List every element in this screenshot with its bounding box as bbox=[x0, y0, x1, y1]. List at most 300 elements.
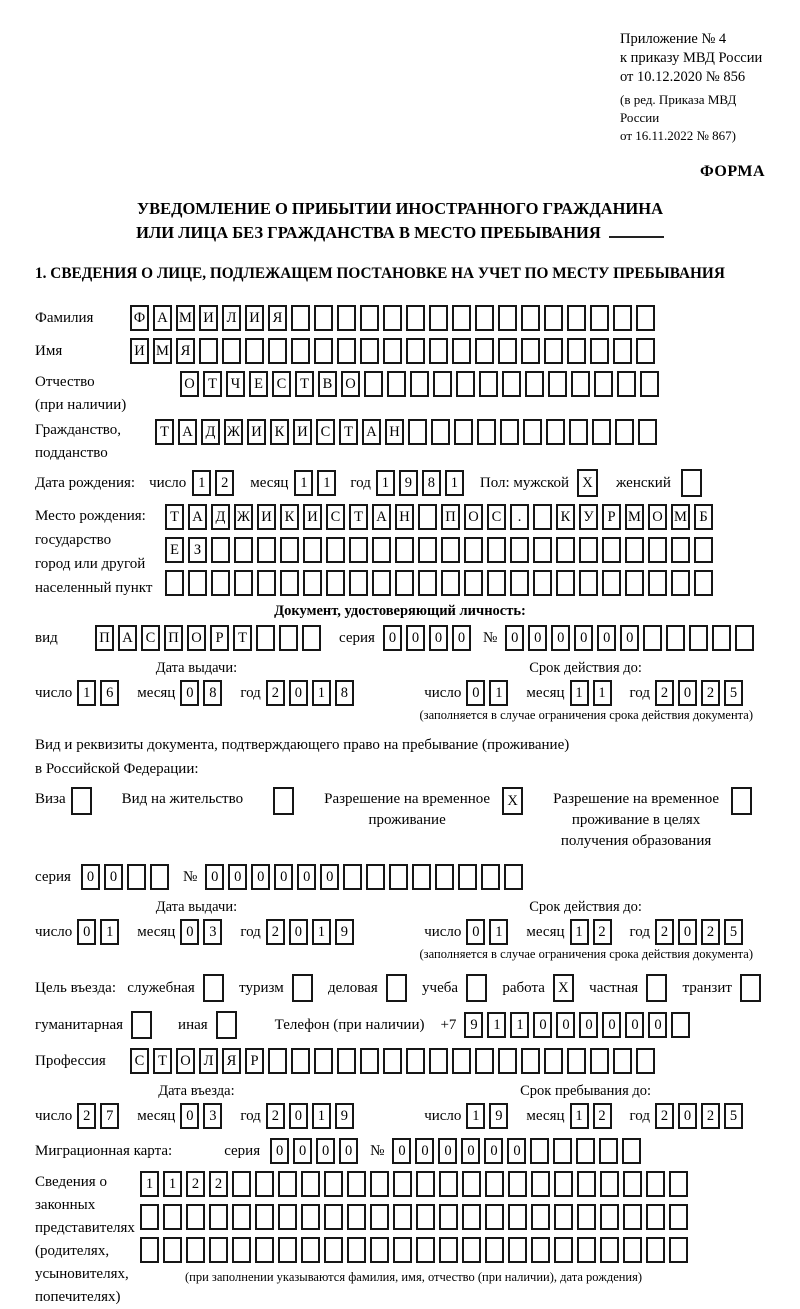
char-box[interactable] bbox=[454, 419, 473, 445]
char-box[interactable]: Т bbox=[153, 1048, 172, 1074]
char-box[interactable] bbox=[364, 371, 383, 397]
char-box[interactable]: Т bbox=[349, 504, 368, 530]
char-box[interactable] bbox=[487, 570, 506, 596]
char-box[interactable] bbox=[546, 419, 565, 445]
char-box[interactable]: 0 bbox=[274, 864, 293, 890]
char-box[interactable]: 0 bbox=[579, 1012, 598, 1038]
char-box[interactable] bbox=[406, 305, 425, 331]
char-box[interactable]: Р bbox=[210, 625, 229, 651]
char-box[interactable] bbox=[280, 570, 299, 596]
char-box[interactable] bbox=[383, 1048, 402, 1074]
char-box[interactable]: 0 bbox=[406, 625, 425, 651]
char-box[interactable] bbox=[569, 419, 588, 445]
char-box[interactable]: О bbox=[187, 625, 206, 651]
char-box[interactable]: 2 bbox=[701, 919, 720, 945]
char-box[interactable] bbox=[140, 1237, 159, 1263]
char-box[interactable]: 1 bbox=[487, 1012, 506, 1038]
char-box[interactable] bbox=[256, 625, 275, 651]
char-box[interactable] bbox=[643, 625, 662, 651]
char-box[interactable] bbox=[648, 570, 667, 596]
char-box[interactable] bbox=[386, 974, 407, 1002]
char-box[interactable] bbox=[245, 338, 264, 364]
char-box[interactable] bbox=[548, 371, 567, 397]
char-box[interactable] bbox=[485, 1171, 504, 1197]
char-box[interactable]: 8 bbox=[422, 470, 441, 496]
char-box[interactable] bbox=[464, 570, 483, 596]
char-box[interactable]: О bbox=[464, 504, 483, 530]
char-box[interactable] bbox=[508, 1171, 527, 1197]
char-box[interactable]: Ж bbox=[234, 504, 253, 530]
char-box[interactable]: Е bbox=[249, 371, 268, 397]
char-box[interactable] bbox=[279, 625, 298, 651]
char-box[interactable] bbox=[416, 1204, 435, 1230]
char-box[interactable] bbox=[370, 1237, 389, 1263]
char-box[interactable] bbox=[636, 1048, 655, 1074]
char-box[interactable] bbox=[216, 1011, 237, 1039]
char-box[interactable] bbox=[531, 1237, 550, 1263]
char-box[interactable] bbox=[567, 338, 586, 364]
char-box[interactable] bbox=[337, 338, 356, 364]
char-box[interactable] bbox=[292, 974, 313, 1002]
char-box[interactable]: 1 bbox=[376, 470, 395, 496]
char-box[interactable] bbox=[613, 1048, 632, 1074]
char-box[interactable] bbox=[671, 570, 690, 596]
char-box[interactable]: И bbox=[303, 504, 322, 530]
char-box[interactable] bbox=[458, 864, 477, 890]
char-box[interactable]: М bbox=[625, 504, 644, 530]
char-box[interactable] bbox=[232, 1237, 251, 1263]
char-box[interactable]: Т bbox=[233, 625, 252, 651]
char-box[interactable] bbox=[429, 305, 448, 331]
char-box[interactable]: Р bbox=[602, 504, 621, 530]
char-box[interactable]: 0 bbox=[316, 1138, 335, 1164]
char-box[interactable] bbox=[280, 537, 299, 563]
char-box[interactable] bbox=[301, 1171, 320, 1197]
char-box[interactable]: 1 bbox=[192, 470, 211, 496]
char-box[interactable] bbox=[383, 338, 402, 364]
char-box[interactable] bbox=[416, 1237, 435, 1263]
char-box[interactable]: 8 bbox=[335, 680, 354, 706]
char-box[interactable] bbox=[485, 1237, 504, 1263]
char-box[interactable]: 2 bbox=[266, 680, 285, 706]
char-box[interactable]: 1 bbox=[312, 1103, 331, 1129]
purpose-business-checkbox[interactable] bbox=[386, 974, 411, 1002]
char-box[interactable]: 1 bbox=[570, 680, 589, 706]
char-box[interactable]: Ж bbox=[224, 419, 243, 445]
char-box[interactable] bbox=[71, 787, 92, 815]
char-box[interactable]: 0 bbox=[81, 864, 100, 890]
char-box[interactable] bbox=[127, 864, 146, 890]
char-box[interactable]: 0 bbox=[461, 1138, 480, 1164]
char-box[interactable] bbox=[337, 305, 356, 331]
char-box[interactable] bbox=[594, 371, 613, 397]
char-box[interactable] bbox=[347, 1237, 366, 1263]
char-box[interactable] bbox=[291, 305, 310, 331]
char-box[interactable] bbox=[669, 1237, 688, 1263]
char-box[interactable]: Я bbox=[176, 338, 195, 364]
temp-residence-education-checkbox[interactable] bbox=[731, 787, 756, 815]
char-box[interactable]: С bbox=[487, 504, 506, 530]
char-box[interactable] bbox=[615, 419, 634, 445]
char-box[interactable]: 0 bbox=[533, 1012, 552, 1038]
char-box[interactable] bbox=[571, 371, 590, 397]
char-box[interactable]: 0 bbox=[678, 1103, 697, 1129]
char-box[interactable] bbox=[666, 625, 685, 651]
char-box[interactable]: И bbox=[293, 419, 312, 445]
char-box[interactable]: 2 bbox=[209, 1171, 228, 1197]
char-box[interactable] bbox=[456, 371, 475, 397]
char-box[interactable]: 1 bbox=[163, 1171, 182, 1197]
char-box[interactable] bbox=[669, 1204, 688, 1230]
char-box[interactable]: Т bbox=[295, 371, 314, 397]
char-box[interactable] bbox=[577, 1237, 596, 1263]
char-box[interactable]: П bbox=[95, 625, 114, 651]
char-box[interactable]: 0 bbox=[392, 1138, 411, 1164]
char-box[interactable] bbox=[343, 864, 362, 890]
char-box[interactable] bbox=[452, 305, 471, 331]
char-box[interactable]: 1 bbox=[570, 919, 589, 945]
char-box[interactable]: 2 bbox=[701, 1103, 720, 1129]
char-box[interactable] bbox=[556, 570, 575, 596]
char-box[interactable]: 1 bbox=[77, 680, 96, 706]
char-box[interactable] bbox=[257, 570, 276, 596]
sex-female-checkbox[interactable] bbox=[681, 469, 706, 497]
char-box[interactable]: И bbox=[247, 419, 266, 445]
char-box[interactable] bbox=[600, 1237, 619, 1263]
char-box[interactable]: 0 bbox=[297, 864, 316, 890]
char-box[interactable] bbox=[646, 974, 667, 1002]
char-box[interactable]: 1 bbox=[570, 1103, 589, 1129]
char-box[interactable] bbox=[429, 1048, 448, 1074]
char-box[interactable]: Я bbox=[268, 305, 287, 331]
char-box[interactable] bbox=[462, 1171, 481, 1197]
char-box[interactable] bbox=[441, 570, 460, 596]
char-box[interactable] bbox=[462, 1204, 481, 1230]
char-box[interactable]: Я bbox=[222, 1048, 241, 1074]
char-box[interactable]: 0 bbox=[484, 1138, 503, 1164]
char-box[interactable] bbox=[232, 1171, 251, 1197]
char-box[interactable] bbox=[504, 864, 523, 890]
char-box[interactable] bbox=[416, 1171, 435, 1197]
char-box[interactable] bbox=[278, 1237, 297, 1263]
char-box[interactable]: 0 bbox=[678, 919, 697, 945]
char-box[interactable] bbox=[510, 570, 529, 596]
char-box[interactable] bbox=[646, 1171, 665, 1197]
char-box[interactable]: 0 bbox=[180, 680, 199, 706]
char-box[interactable] bbox=[523, 419, 542, 445]
char-box[interactable]: X bbox=[553, 974, 574, 1002]
char-box[interactable] bbox=[439, 1237, 458, 1263]
char-box[interactable] bbox=[531, 1204, 550, 1230]
char-box[interactable]: С bbox=[141, 625, 160, 651]
char-box[interactable] bbox=[531, 1171, 550, 1197]
char-box[interactable]: 1 bbox=[489, 919, 508, 945]
char-box[interactable]: 0 bbox=[507, 1138, 526, 1164]
char-box[interactable] bbox=[186, 1237, 205, 1263]
char-box[interactable]: 0 bbox=[648, 1012, 667, 1038]
char-box[interactable]: И bbox=[245, 305, 264, 331]
char-box[interactable]: 0 bbox=[551, 625, 570, 651]
char-box[interactable] bbox=[498, 305, 517, 331]
purpose-official-checkbox[interactable] bbox=[203, 974, 228, 1002]
char-box[interactable] bbox=[567, 1048, 586, 1074]
char-box[interactable] bbox=[291, 338, 310, 364]
purpose-private-checkbox[interactable] bbox=[646, 974, 671, 1002]
char-box[interactable]: 0 bbox=[104, 864, 123, 890]
char-box[interactable]: 0 bbox=[289, 1103, 308, 1129]
char-box[interactable] bbox=[165, 570, 184, 596]
char-box[interactable] bbox=[577, 1171, 596, 1197]
char-box[interactable] bbox=[712, 625, 731, 651]
char-box[interactable] bbox=[347, 1171, 366, 1197]
char-box[interactable]: И bbox=[199, 305, 218, 331]
char-box[interactable] bbox=[533, 504, 552, 530]
char-box[interactable] bbox=[613, 305, 632, 331]
char-box[interactable] bbox=[577, 1204, 596, 1230]
char-box[interactable] bbox=[150, 864, 169, 890]
char-box[interactable] bbox=[439, 1171, 458, 1197]
char-box[interactable]: 0 bbox=[415, 1138, 434, 1164]
char-box[interactable] bbox=[406, 1048, 425, 1074]
char-box[interactable] bbox=[500, 419, 519, 445]
char-box[interactable]: Т bbox=[165, 504, 184, 530]
char-box[interactable] bbox=[648, 537, 667, 563]
char-box[interactable] bbox=[510, 537, 529, 563]
char-box[interactable]: 2 bbox=[655, 919, 674, 945]
char-box[interactable]: П bbox=[164, 625, 183, 651]
char-box[interactable]: А bbox=[178, 419, 197, 445]
char-box[interactable] bbox=[395, 570, 414, 596]
char-box[interactable] bbox=[481, 864, 500, 890]
char-box[interactable] bbox=[199, 338, 218, 364]
char-box[interactable] bbox=[418, 504, 437, 530]
char-box[interactable]: 0 bbox=[383, 625, 402, 651]
char-box[interactable] bbox=[324, 1204, 343, 1230]
char-box[interactable]: 2 bbox=[266, 1103, 285, 1129]
char-box[interactable] bbox=[600, 1204, 619, 1230]
char-box[interactable]: 0 bbox=[339, 1138, 358, 1164]
char-box[interactable] bbox=[412, 864, 431, 890]
char-box[interactable]: О bbox=[176, 1048, 195, 1074]
char-box[interactable] bbox=[387, 371, 406, 397]
char-box[interactable] bbox=[186, 1204, 205, 1230]
char-box[interactable] bbox=[163, 1237, 182, 1263]
char-box[interactable] bbox=[349, 537, 368, 563]
char-box[interactable]: 9 bbox=[399, 470, 418, 496]
char-box[interactable]: 0 bbox=[678, 680, 697, 706]
char-box[interactable] bbox=[576, 1138, 595, 1164]
char-box[interactable] bbox=[203, 974, 224, 1002]
char-box[interactable]: О bbox=[180, 371, 199, 397]
char-box[interactable] bbox=[278, 1204, 297, 1230]
char-box[interactable] bbox=[521, 338, 540, 364]
char-box[interactable]: 2 bbox=[77, 1103, 96, 1129]
char-box[interactable] bbox=[508, 1237, 527, 1263]
char-box[interactable]: 1 bbox=[445, 470, 464, 496]
char-box[interactable]: 2 bbox=[655, 1103, 674, 1129]
char-box[interactable] bbox=[268, 1048, 287, 1074]
char-box[interactable] bbox=[389, 864, 408, 890]
char-box[interactable] bbox=[487, 537, 506, 563]
char-box[interactable]: М bbox=[671, 504, 690, 530]
char-box[interactable]: . bbox=[510, 504, 529, 530]
char-box[interactable] bbox=[625, 570, 644, 596]
char-box[interactable] bbox=[485, 1204, 504, 1230]
char-box[interactable]: А bbox=[372, 504, 391, 530]
char-box[interactable]: 3 bbox=[203, 1103, 222, 1129]
char-box[interactable] bbox=[602, 570, 621, 596]
char-box[interactable] bbox=[268, 338, 287, 364]
char-box[interactable]: К bbox=[280, 504, 299, 530]
char-box[interactable] bbox=[671, 1012, 690, 1038]
char-box[interactable]: Р bbox=[245, 1048, 264, 1074]
char-box[interactable] bbox=[475, 1048, 494, 1074]
char-box[interactable] bbox=[314, 1048, 333, 1074]
char-box[interactable] bbox=[669, 1171, 688, 1197]
char-box[interactable]: 3 bbox=[203, 919, 222, 945]
char-box[interactable]: 0 bbox=[429, 625, 448, 651]
char-box[interactable] bbox=[466, 974, 487, 1002]
char-box[interactable]: 0 bbox=[556, 1012, 575, 1038]
char-box[interactable] bbox=[521, 305, 540, 331]
char-box[interactable]: А bbox=[188, 504, 207, 530]
char-box[interactable] bbox=[234, 570, 253, 596]
char-box[interactable] bbox=[314, 338, 333, 364]
char-box[interactable]: Т bbox=[155, 419, 174, 445]
char-box[interactable] bbox=[255, 1237, 274, 1263]
char-box[interactable]: 0 bbox=[251, 864, 270, 890]
char-box[interactable]: Ф bbox=[130, 305, 149, 331]
char-box[interactable] bbox=[638, 419, 657, 445]
char-box[interactable] bbox=[544, 1048, 563, 1074]
char-box[interactable] bbox=[234, 537, 253, 563]
char-box[interactable] bbox=[556, 537, 575, 563]
char-box[interactable]: Н bbox=[385, 419, 404, 445]
char-box[interactable]: М bbox=[153, 338, 172, 364]
char-box[interactable] bbox=[464, 537, 483, 563]
char-box[interactable] bbox=[324, 1237, 343, 1263]
char-box[interactable]: Т bbox=[203, 371, 222, 397]
char-box[interactable]: А bbox=[362, 419, 381, 445]
char-box[interactable] bbox=[671, 537, 690, 563]
char-box[interactable]: 0 bbox=[293, 1138, 312, 1164]
char-box[interactable]: М bbox=[176, 305, 195, 331]
char-box[interactable] bbox=[590, 338, 609, 364]
char-box[interactable] bbox=[622, 1138, 641, 1164]
char-box[interactable]: 2 bbox=[593, 919, 612, 945]
char-box[interactable]: 5 bbox=[724, 919, 743, 945]
char-box[interactable] bbox=[479, 371, 498, 397]
char-box[interactable] bbox=[502, 371, 521, 397]
char-box[interactable] bbox=[433, 371, 452, 397]
char-box[interactable]: Н bbox=[395, 504, 414, 530]
char-box[interactable] bbox=[590, 305, 609, 331]
char-box[interactable] bbox=[393, 1171, 412, 1197]
char-box[interactable] bbox=[623, 1237, 642, 1263]
char-box[interactable] bbox=[579, 570, 598, 596]
char-box[interactable]: У bbox=[579, 504, 598, 530]
char-box[interactable] bbox=[222, 338, 241, 364]
char-box[interactable]: С bbox=[130, 1048, 149, 1074]
char-box[interactable]: 5 bbox=[724, 680, 743, 706]
char-box[interactable]: К bbox=[270, 419, 289, 445]
char-box[interactable] bbox=[694, 570, 713, 596]
char-box[interactable] bbox=[681, 469, 702, 497]
char-box[interactable]: Д bbox=[201, 419, 220, 445]
char-box[interactable] bbox=[567, 305, 586, 331]
char-box[interactable]: 0 bbox=[438, 1138, 457, 1164]
char-box[interactable] bbox=[530, 1138, 549, 1164]
char-box[interactable] bbox=[508, 1204, 527, 1230]
char-box[interactable]: X bbox=[577, 469, 598, 497]
char-box[interactable]: X bbox=[502, 787, 523, 815]
char-box[interactable]: 0 bbox=[466, 919, 485, 945]
char-box[interactable]: 9 bbox=[464, 1012, 483, 1038]
char-box[interactable]: 1 bbox=[312, 680, 331, 706]
char-box[interactable]: 1 bbox=[100, 919, 119, 945]
char-box[interactable]: 0 bbox=[289, 680, 308, 706]
char-box[interactable]: 9 bbox=[335, 1103, 354, 1129]
char-box[interactable] bbox=[291, 1048, 310, 1074]
char-box[interactable] bbox=[554, 1204, 573, 1230]
char-box[interactable] bbox=[303, 537, 322, 563]
char-box[interactable] bbox=[257, 537, 276, 563]
char-box[interactable] bbox=[360, 1048, 379, 1074]
char-box[interactable]: 2 bbox=[701, 680, 720, 706]
char-box[interactable]: 0 bbox=[625, 1012, 644, 1038]
char-box[interactable] bbox=[211, 570, 230, 596]
char-box[interactable] bbox=[617, 371, 636, 397]
char-box[interactable] bbox=[303, 570, 322, 596]
char-box[interactable] bbox=[232, 1204, 251, 1230]
char-box[interactable] bbox=[554, 1237, 573, 1263]
char-box[interactable] bbox=[694, 537, 713, 563]
char-box[interactable] bbox=[370, 1204, 389, 1230]
char-box[interactable] bbox=[255, 1204, 274, 1230]
char-box[interactable] bbox=[209, 1204, 228, 1230]
char-box[interactable] bbox=[452, 338, 471, 364]
char-box[interactable] bbox=[418, 537, 437, 563]
char-box[interactable] bbox=[372, 570, 391, 596]
char-box[interactable]: С bbox=[316, 419, 335, 445]
residence-permit-checkbox[interactable] bbox=[273, 787, 298, 815]
char-box[interactable]: А bbox=[153, 305, 172, 331]
char-box[interactable] bbox=[735, 625, 754, 651]
char-box[interactable] bbox=[360, 338, 379, 364]
char-box[interactable] bbox=[429, 338, 448, 364]
char-box[interactable] bbox=[553, 1138, 572, 1164]
char-box[interactable]: 2 bbox=[593, 1103, 612, 1129]
char-box[interactable] bbox=[625, 537, 644, 563]
char-box[interactable] bbox=[163, 1204, 182, 1230]
sex-male-checkbox[interactable] bbox=[577, 469, 602, 497]
char-box[interactable] bbox=[689, 625, 708, 651]
char-box[interactable]: А bbox=[118, 625, 137, 651]
char-box[interactable]: 2 bbox=[266, 919, 285, 945]
char-box[interactable] bbox=[255, 1171, 274, 1197]
char-box[interactable] bbox=[599, 1138, 618, 1164]
char-box[interactable]: В bbox=[318, 371, 337, 397]
char-box[interactable] bbox=[431, 419, 450, 445]
char-box[interactable]: Л bbox=[222, 305, 241, 331]
char-box[interactable] bbox=[533, 537, 552, 563]
char-box[interactable]: Л bbox=[199, 1048, 218, 1074]
char-box[interactable]: Д bbox=[211, 504, 230, 530]
char-box[interactable] bbox=[533, 570, 552, 596]
char-box[interactable]: К bbox=[556, 504, 575, 530]
char-box[interactable]: 1 bbox=[312, 919, 331, 945]
char-box[interactable] bbox=[410, 371, 429, 397]
